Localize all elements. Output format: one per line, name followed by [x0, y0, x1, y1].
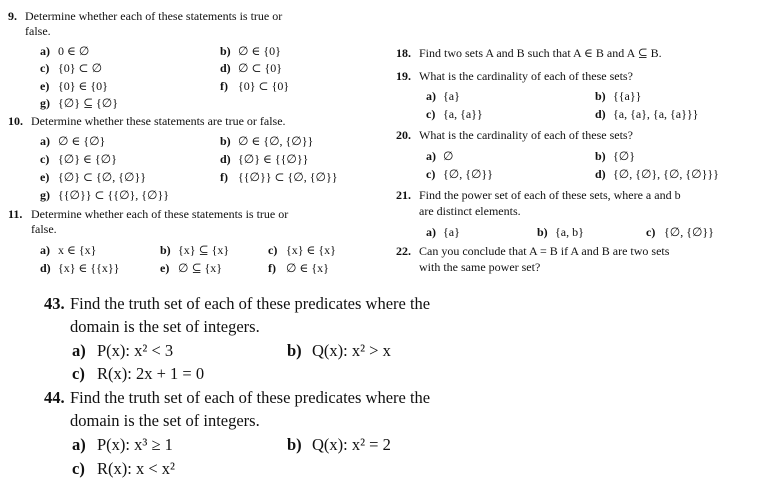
exercise-text: with the same power set?: [419, 260, 541, 274]
item-expression: ∅ ∈ {0}: [238, 44, 281, 58]
exercise-number: 43.: [44, 294, 65, 313]
item-label: a): [72, 341, 86, 360]
item-expression: {0} ∈ {0}: [58, 79, 108, 93]
item-label: e): [40, 170, 50, 184]
item-expression: P(x): x² < 3: [97, 341, 174, 360]
item-expression: ∅ ⊂ {0}: [238, 61, 283, 75]
item-label: c): [40, 152, 50, 166]
exercise-number: 44.: [44, 388, 65, 407]
item-label: b): [220, 134, 231, 148]
item-label: a): [40, 243, 50, 257]
item-expression: ∅: [443, 149, 454, 163]
exercise-text: false.: [31, 222, 57, 236]
item-label: c): [426, 167, 436, 181]
exercise-text: domain is the set of integers.: [70, 411, 260, 430]
exercise-number: 9.: [8, 9, 17, 23]
exercise-text: domain is the set of integers.: [70, 317, 260, 336]
item-expression: R(x): 2x + 1 = 0: [97, 364, 205, 383]
item-expression: Q(x): x² > x: [312, 341, 391, 360]
item-expression: {∅, {∅}, {∅, {∅}}}: [613, 167, 719, 181]
item-expression: {∅} ∈ {∅}: [58, 152, 117, 166]
exercise-text: Determine whether each of these statements is true or: [25, 9, 283, 23]
item-label: a): [426, 225, 436, 239]
item-label: c): [268, 243, 278, 257]
item-label: b): [595, 149, 606, 163]
exercise-text: Determine whether each of these statements is true or: [31, 207, 289, 221]
exercise-text: Find the truth set of each of these predicates where the: [70, 388, 431, 407]
exercise-text: What is the cardinality of each of these sets?: [419, 69, 633, 83]
item-label: d): [220, 152, 231, 166]
item-expression: {∅} ⊂ {∅, {∅}}: [58, 170, 146, 184]
item-expression: {a, {a}, {a, {a}}}: [613, 107, 699, 121]
item-label: c): [646, 225, 656, 239]
item-expression: x ∈ {x}: [58, 243, 97, 257]
exercise-text: false.: [25, 24, 51, 38]
exercise-number: 19.: [396, 69, 411, 83]
item-expression: Q(x): x² = 2: [312, 435, 391, 454]
item-expression: {{∅}} ⊂ {{∅}, {∅}}: [58, 188, 170, 202]
item-label: g): [40, 188, 50, 202]
item-expression: {∅, {∅}}: [664, 225, 714, 239]
item-label: c): [426, 107, 436, 121]
item-expression: R(x): x < x²: [97, 459, 175, 478]
item-label: b): [537, 225, 548, 239]
item-expression: {0} ⊂ {0}: [238, 79, 290, 93]
item-label: b): [287, 435, 302, 454]
exercise-text: What is the cardinality of each of these sets?: [419, 128, 633, 142]
item-expression: {{a}}: [613, 89, 642, 103]
item-label: e): [40, 79, 50, 93]
item-expression: ∅ ⊆ {x}: [178, 261, 223, 275]
item-expression: {∅} ⊆ {∅}: [58, 96, 118, 110]
item-expression: {x} ⊆ {x}: [178, 243, 230, 257]
exercise-text: Determine whether these statements are true or false.: [31, 114, 286, 128]
exercise-number: 11.: [8, 207, 23, 221]
item-expression: {∅} ∈ {{∅}}: [238, 152, 309, 166]
item-expression: {∅}: [613, 149, 635, 163]
exercise-number: 10.: [8, 114, 23, 128]
item-expression: {a, b}: [555, 225, 584, 239]
item-label: a): [40, 134, 50, 148]
item-label: f): [220, 170, 228, 184]
item-label: b): [220, 44, 231, 58]
item-label: a): [72, 435, 86, 454]
item-label: b): [595, 89, 606, 103]
item-label: c): [40, 61, 50, 75]
item-label: d): [40, 261, 51, 275]
exercise-number: 20.: [396, 128, 411, 142]
exercise-number: 18.: [396, 46, 411, 60]
exercise-number: 21.: [396, 188, 411, 202]
item-label: d): [595, 107, 606, 121]
item-label: a): [40, 44, 50, 58]
exercise-text: Find two sets A and B such that A ∈ B and A ⊆ B.: [419, 46, 662, 60]
item-label: a): [426, 149, 436, 163]
item-expression: ∅ ∈ {∅, {∅}}: [238, 134, 314, 148]
item-expression: {x} ∈ {{x}}: [58, 261, 120, 275]
item-label: d): [595, 167, 606, 181]
item-label: a): [426, 89, 436, 103]
item-expression: {0} ⊂ ∅: [58, 61, 103, 75]
exercise-number: 22.: [396, 244, 411, 258]
item-label: d): [220, 61, 231, 75]
item-label: g): [40, 96, 50, 110]
item-label: f): [268, 261, 276, 275]
item-expression: {x} ∈ {x}: [286, 243, 336, 257]
exercise-text: Find the truth set of each of these predicates where the: [70, 294, 431, 313]
item-expression: P(x): x³ ≥ 1: [97, 435, 173, 454]
item-label: f): [220, 79, 228, 93]
item-expression: {a, {a}}: [443, 107, 483, 121]
item-expression: {a}: [443, 89, 460, 103]
item-label: b): [287, 341, 302, 360]
item-expression: ∅ ∈ {∅}: [58, 134, 106, 148]
exercise-text: Find the power set of each of these sets, where a and b: [419, 188, 681, 202]
item-expression: ∅ ∈ {x}: [286, 261, 329, 275]
exercise-text: are distinct elements.: [419, 204, 521, 218]
item-label: c): [72, 459, 85, 478]
item-label: c): [72, 364, 85, 383]
item-label: b): [160, 243, 171, 257]
item-label: e): [160, 261, 170, 275]
item-expression: {{∅}} ⊂ {∅, {∅}}: [238, 170, 338, 184]
exercise-text: Can you conclude that A = B if A and B are two sets: [419, 244, 670, 258]
item-expression: {∅, {∅}}: [443, 167, 493, 181]
item-expression: {a}: [443, 225, 460, 239]
item-expression: 0 ∈ ∅: [58, 44, 90, 58]
